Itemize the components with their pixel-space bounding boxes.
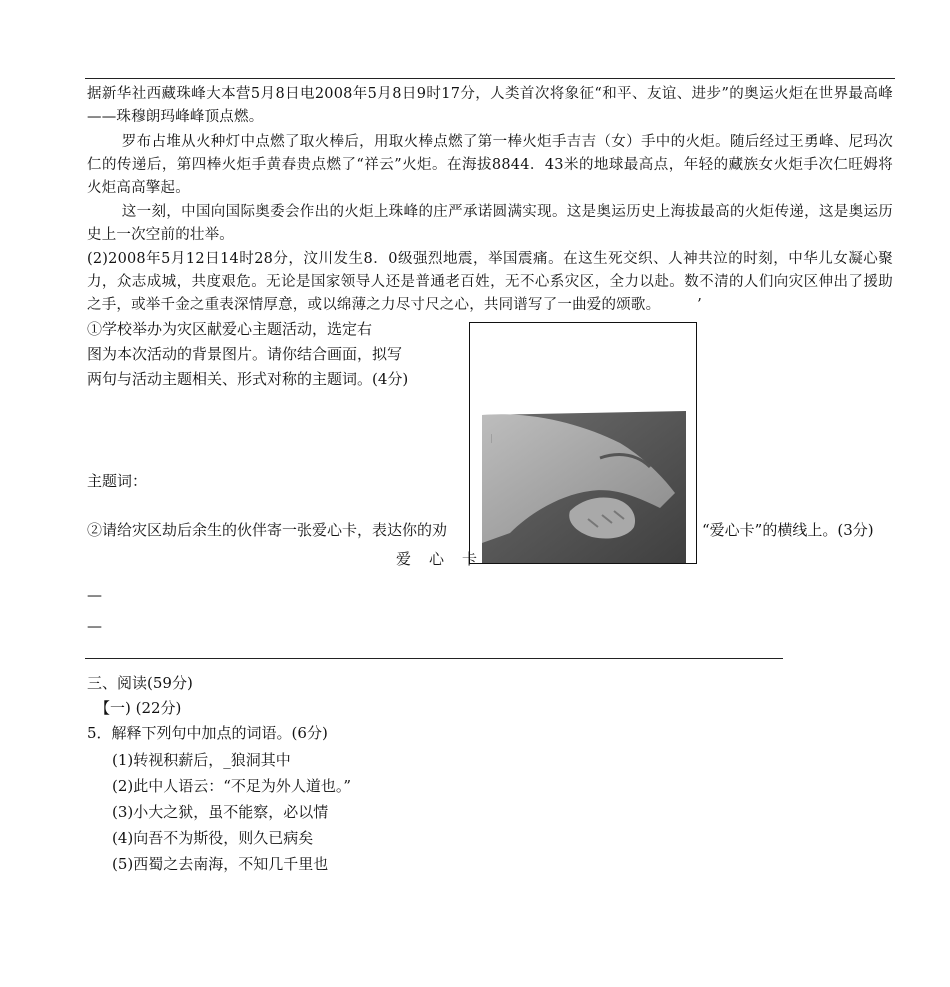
answer-blank-2[interactable]: — xyxy=(87,617,102,635)
svg-text:|: | xyxy=(490,434,494,444)
question-1 xyxy=(87,317,447,392)
question-2-left: ②请给灾区劫后余生的伙伴寄一张爱心卡，表达你的劝 xyxy=(87,521,448,539)
paragraph-earthquake: (2)2008年5月12日14时28分，汶川发生8．0级强烈地震，举国震痛。在这生死交织、人神共泣的时刻，中华儿女凝心聚力，众志成城，共度艰危。无论是国家领导人还是普通老百姓，无不心系灾区，全力以赴。数不清的人们向灾区伸出了援助之手，或举千金之重表深情厚意，或以绵薄之力尽寸尺之心，共同谱写了一曲爱的颂歌。 ’ xyxy=(87,251,893,313)
background-photo xyxy=(469,322,697,564)
question-2-right: “爱心卡”的横线上。(3分) xyxy=(702,521,874,539)
reading-section-title: 三、阅读(59分) xyxy=(87,674,193,692)
question-1-line-1: ①学校举办为灾区献爱心主题活动，选定右 xyxy=(87,320,373,338)
top-rule xyxy=(85,78,895,79)
reading-subsection: 【一) (22分) xyxy=(95,699,182,717)
list-item: (1)转视积薪后，_狼洞其中 xyxy=(112,751,291,769)
theme-answer-label: 主题词： xyxy=(87,472,148,490)
section-divider xyxy=(85,658,783,659)
question-1-line-3: 两句与活动主题相关、形式对称的主题词。(4分) xyxy=(87,370,409,388)
hands-photo-icon xyxy=(470,323,696,563)
list-item: (4)向吾不为斯役，则久已病矣 xyxy=(112,829,314,847)
question-1-line-2: 图为本次活动的背景图片。请你结合画面，拟写 xyxy=(87,345,403,363)
list-item: (3)小大之狱，虽不能察，必以情 xyxy=(112,803,329,821)
list-item: (2)此中人语云：“不足为外人道也。” xyxy=(112,777,352,795)
paragraph-torch-relay: 罗布占堆从火种灯中点燃了取火棒后，用取火棒点燃了第一棒火炬手吉吉（女）手中的火炬。随后经过王勇峰、尼玛次仁的传递后，第四棒火炬手黄春贵点燃了“祥云”火炬。在海拔8844．43米的地球最高点，年轻的藏族女火炬手次仁旺姆将火炬高高擎起。 xyxy=(87,134,893,196)
love-card-title: 爱心卡 xyxy=(396,550,496,568)
paragraph-promise: 这一刻，中国向国际奥委会作出的火炬上珠峰的庄严承诺圆满实现。这是奥运历史上海拔最高的火炬传递，这是奥运历史上一次空前的壮举。 xyxy=(87,204,893,243)
question-5-stem: 5．解释下列句中加点的词语。(6分) xyxy=(87,724,328,742)
answer-blank-1[interactable]: — xyxy=(87,586,102,604)
question-5-items xyxy=(112,747,351,877)
paragraph-news: 据新华社西藏珠峰大本营5月8日电2008年5月8日9时17分，人类首次将象征“和平、友谊、进步”的奥运火炬在世界最高峰——珠穆朗玛峰峰顶点燃。 xyxy=(87,86,893,125)
list-item: (5)西蜀之去南海，不知几千里也 xyxy=(112,855,329,873)
